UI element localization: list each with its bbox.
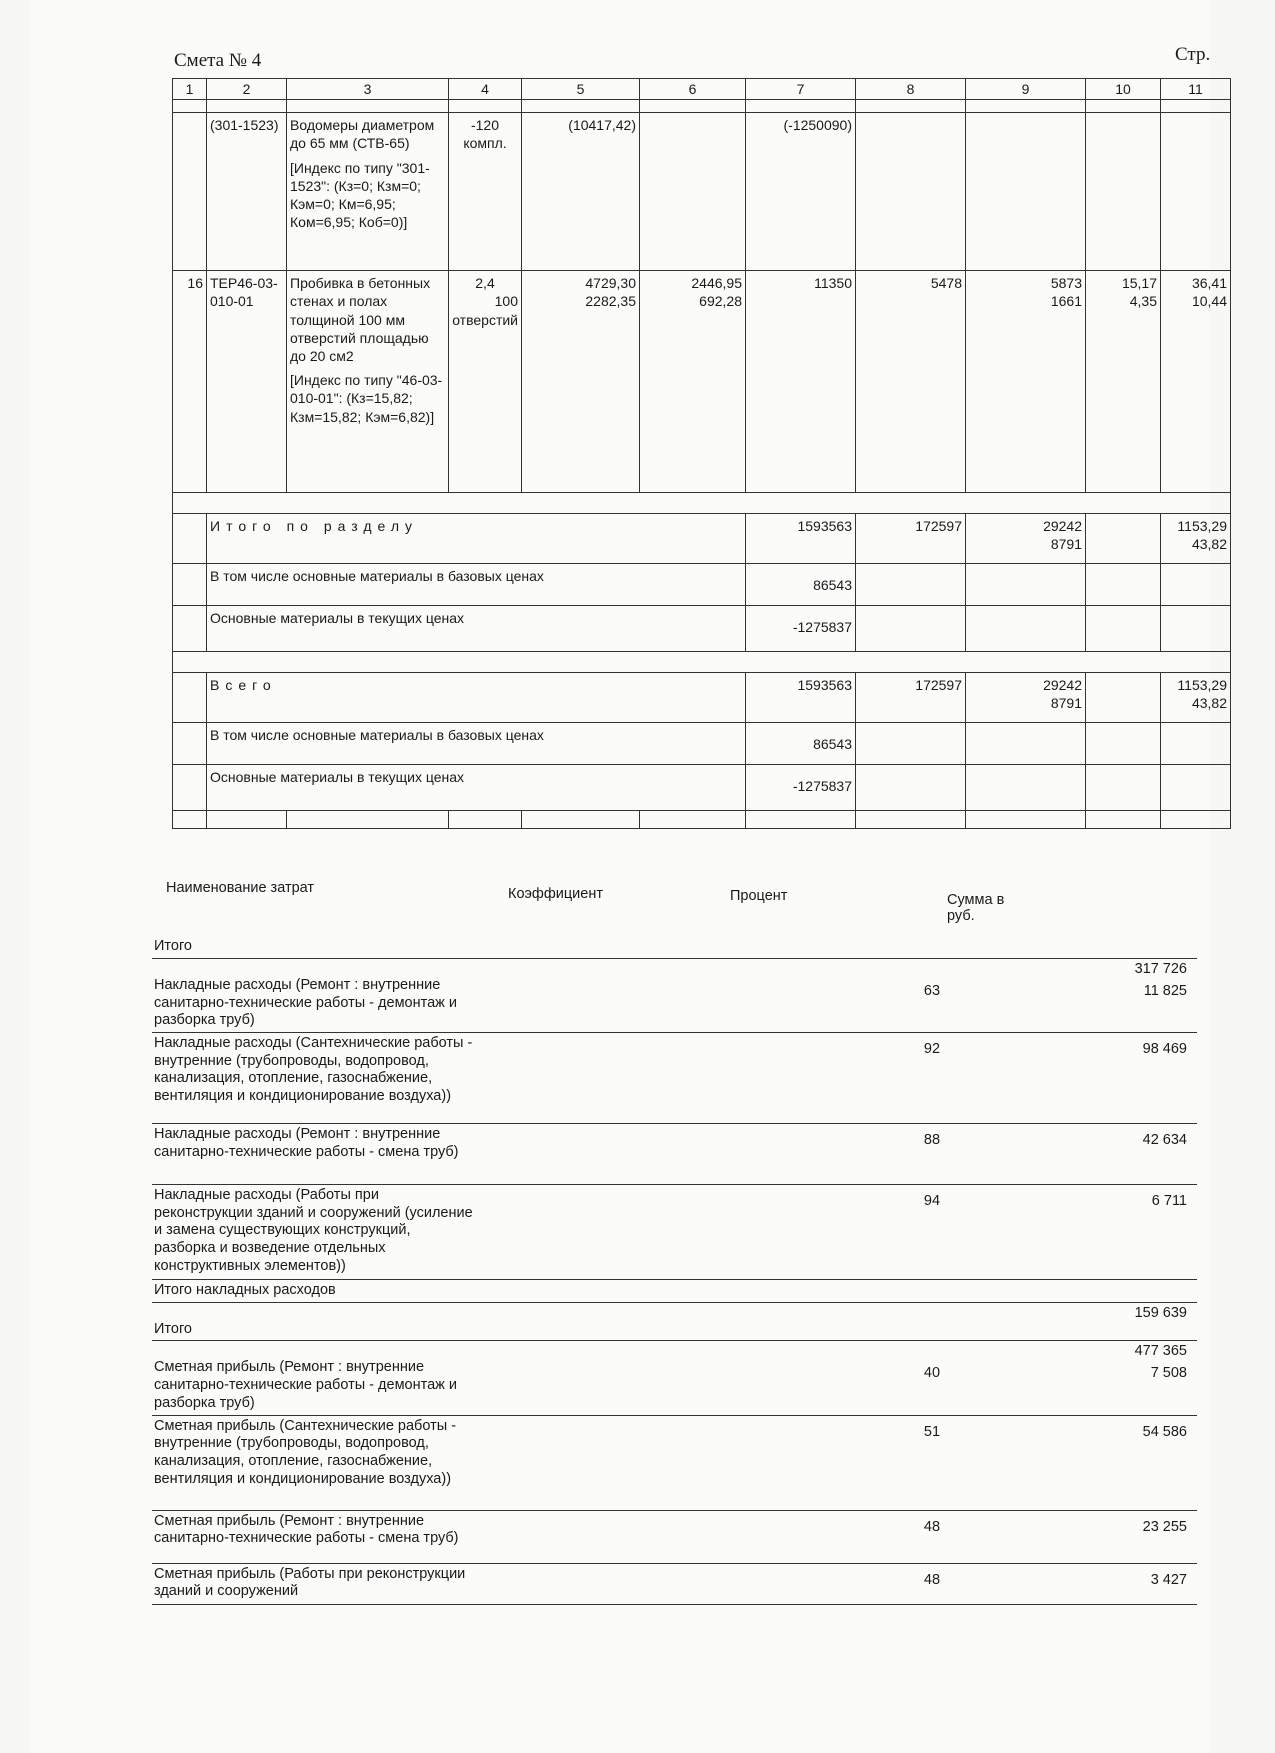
- section-total-c11: 1153,29: [1177, 518, 1227, 535]
- cost-row: [152, 1033, 1197, 1124]
- row-name-cell: [287, 113, 449, 271]
- cost-summary-header: [152, 880, 1197, 936]
- incl-base-label-2: В том числе основные материалы в базовых ценах: [207, 723, 746, 765]
- cost-row-name: Сметная прибыль (Сантехнические работы - внутренние (трубопроводы, водопровод, канализация, отопление, газоснабжение, вентиляция и кондиционирование воздуха)): [154, 1417, 457, 1487]
- row-c11-cell: [1161, 271, 1231, 493]
- row-c6: 2446,95: [691, 275, 742, 292]
- cost-row-name: Накладные расходы (Работы при реконструкции зданий и сооружений (усиление и замена существующих конструкций, разборка и возведение отдельных конструктивных элементов)): [154, 1187, 473, 1274]
- cost-row-name: Итого: [154, 1320, 192, 1337]
- section-total-c9: 29242: [1043, 518, 1082, 535]
- cost-coef-header: Коэффициент: [508, 886, 603, 902]
- grand-total-label: Всего: [207, 673, 746, 723]
- incl-base-label: В том числе основные материалы в базовых ценах: [207, 564, 746, 606]
- cost-row-running-total: 159 639: [1134, 1304, 1187, 1321]
- column-number-row: [173, 79, 1231, 100]
- row-name: Водомеры диаметром до 65 мм (СТВ-65): [290, 117, 435, 152]
- cost-row-percent: 63: [923, 983, 941, 999]
- current-prices-c7-2: -1275837: [746, 765, 856, 811]
- incl-base-c7: 86543: [746, 564, 856, 606]
- grand-total-row: [173, 673, 1231, 723]
- cost-row-running-total: 477 365: [1134, 1343, 1187, 1360]
- row-code: ТЕР46-03-010-01: [207, 271, 287, 493]
- cost-row-running-total: 317 726: [1134, 961, 1187, 977]
- cost-pct-header: Процент: [730, 888, 788, 904]
- row-c5-cell: [522, 271, 640, 493]
- grand-total-c7: 1593563: [746, 673, 856, 723]
- row-c7: (-1250090): [746, 113, 856, 271]
- cost-summary: [152, 880, 1197, 1605]
- row-name-cell: [287, 271, 449, 493]
- cost-row-percent: 48: [923, 1571, 941, 1588]
- col-header: 10: [1086, 79, 1161, 100]
- grand-total-c9b: 8791: [1050, 695, 1082, 712]
- cost-row: [152, 1124, 1197, 1185]
- row-c10b: 4,35: [1129, 293, 1157, 310]
- row-qty: -120: [470, 117, 500, 134]
- cost-row: [152, 1343, 1197, 1415]
- row-c8: [856, 113, 966, 271]
- row-index-note: [Индекс по типу "301-1523": (Кз=0; Кзм=0; Кэм=0; Км=6,95; Ком=6,95; Коб=0)]: [290, 159, 430, 231]
- section-total-c11b: 43,82: [1191, 536, 1227, 553]
- col-header: 3: [287, 79, 449, 100]
- row-c10: 15,17: [1121, 275, 1157, 292]
- cost-row-sum: 3 427: [1150, 1571, 1187, 1588]
- cost-row-name: Сметная прибыль (Работы при реконструкции зданий и сооружений: [154, 1565, 466, 1600]
- cost-row-sum: 54 586: [1142, 1423, 1187, 1440]
- row-c9-cell: [966, 271, 1086, 493]
- grand-total-c9: 29242: [1043, 677, 1082, 694]
- row-c7: 11350: [746, 271, 856, 493]
- cost-row-percent: 94: [923, 1193, 941, 1210]
- cost-rows: [152, 936, 1197, 1605]
- cost-row: [152, 1280, 1197, 1303]
- col-header: 9: [966, 79, 1086, 100]
- row-name: Пробивка в бетонных стенах и полах толщиной 100 мм отверстий площадью до 20 см2: [290, 275, 431, 364]
- page-label: Стр.: [1175, 44, 1211, 65]
- row-qty-cell: [449, 271, 522, 493]
- row-code: (301-1523): [207, 113, 287, 271]
- grand-total-c9-cell: [966, 673, 1086, 723]
- cost-sum-header: Сумма в руб.: [947, 892, 1005, 924]
- cost-row-name: Сметная прибыль (Ремонт : внутренние санитарно-технические работы - смена труб): [154, 1512, 459, 1547]
- section-total-c8: 172597: [856, 514, 966, 564]
- estimate-table: [172, 78, 1231, 829]
- row-c11: [1161, 113, 1231, 271]
- current-prices-label: Основные материалы в текущих ценах: [207, 606, 746, 652]
- col-header: 11: [1161, 79, 1231, 100]
- row-qty-cell: [449, 113, 522, 271]
- cost-row-name: Итого: [154, 938, 192, 954]
- cost-row: [152, 1304, 1197, 1342]
- grand-total-c11b: 43,82: [1191, 695, 1227, 712]
- section-total-c9b: 8791: [1050, 536, 1082, 553]
- row-number: [173, 113, 207, 271]
- cost-row-sum: 98 469: [1142, 1041, 1187, 1058]
- section-total-label: Итого по разделу: [207, 514, 746, 564]
- cost-row-name: Накладные расходы (Сантехнические работы - внутренние (трубопроводы, водопровод, канализация, отопление, газоснабжение, вентиляция и кондиционирование воздуха)): [154, 1035, 473, 1105]
- grand-total-c11-cell: [1161, 673, 1231, 723]
- row-c6: [640, 113, 746, 271]
- cost-row: [152, 1185, 1197, 1280]
- row-c5: (10417,42): [522, 113, 640, 271]
- grand-total-c8: 172597: [856, 673, 966, 723]
- incl-base-row-2: [173, 723, 1231, 765]
- cost-row: [152, 961, 1197, 1033]
- section-total-c7: 1593563: [746, 514, 856, 564]
- cost-row-percent: 88: [923, 1132, 941, 1149]
- cost-row-sum: 42 634: [1142, 1132, 1187, 1149]
- col-header: 2: [207, 79, 287, 100]
- cost-row: [152, 1416, 1197, 1511]
- table-row: [173, 113, 1231, 271]
- row-c8: 5478: [856, 271, 966, 493]
- row-c6-cell: [640, 271, 746, 493]
- section-total-row: [173, 514, 1231, 564]
- current-prices-row: [173, 606, 1231, 652]
- row-c5b: 2282,35: [585, 293, 636, 310]
- cost-row-percent: 48: [923, 1518, 941, 1535]
- cost-row-sum: 6 711: [1151, 1193, 1187, 1210]
- col-header: 5: [522, 79, 640, 100]
- table-row: [173, 271, 1231, 493]
- cost-row-sum: 23 255: [1142, 1518, 1187, 1535]
- row-c10-cell: [1086, 271, 1161, 493]
- row-unit: 100 отверстий: [452, 293, 518, 328]
- row-index-note: [Индекс по типу "46-03-010-01": (Кз=15,82; Кзм=15,82; Кэм=6,82)]: [290, 372, 443, 425]
- cost-row: [152, 936, 1197, 959]
- row-c6b: 692,28: [699, 293, 742, 310]
- row-unit: компл.: [463, 135, 507, 152]
- section-total-c11-cell: [1161, 514, 1231, 564]
- col-header: 4: [449, 79, 522, 100]
- cost-row: [152, 1511, 1197, 1564]
- cost-row-percent: 40: [923, 1365, 941, 1382]
- row-c9b: 1661: [1050, 293, 1082, 310]
- row-number: 16: [173, 271, 207, 493]
- row-c9: [966, 113, 1086, 271]
- cost-name-header: Наименование затрат: [166, 880, 315, 896]
- row-c11: 36,41: [1191, 275, 1227, 292]
- current-prices-label-2: Основные материалы в текущих ценах: [207, 765, 746, 811]
- cost-row-percent: 51: [923, 1423, 941, 1440]
- cost-row-name: Сметная прибыль (Ремонт : внутренние санитарно-технические работы - демонтаж и разборка труб): [154, 1359, 457, 1411]
- incl-base-row: [173, 564, 1231, 606]
- col-header: 8: [856, 79, 966, 100]
- cost-row-name: Накладные расходы (Ремонт : внутренние санитарно-технические работы - смена труб): [154, 1126, 459, 1160]
- col-header: 7: [746, 79, 856, 100]
- row-qty: 2,4: [475, 275, 495, 292]
- cost-row: [152, 1564, 1197, 1605]
- section-total-c9-cell: [966, 514, 1086, 564]
- cost-row-sum: 7 508: [1150, 1365, 1187, 1382]
- row-c9: 5873: [1050, 275, 1082, 292]
- row-c10: [1086, 113, 1161, 271]
- row-c11b: 10,44: [1191, 293, 1227, 310]
- cost-row-sum: 11 825: [1143, 983, 1187, 999]
- estimate-title: Смета № 4: [174, 50, 262, 71]
- col-header: 1: [173, 79, 207, 100]
- cost-row-percent: 92: [923, 1041, 941, 1058]
- grand-total-c11: 1153,29: [1177, 677, 1227, 694]
- cost-row-name: Итого накладных расходов: [154, 1282, 336, 1299]
- current-prices-c7: -1275837: [746, 606, 856, 652]
- incl-base-c7-2: 86543: [746, 723, 856, 765]
- row-c5: 4729,30: [585, 275, 636, 292]
- cost-row-name: Накладные расходы (Ремонт : внутренние санитарно-технические работы - демонтаж и разборка труб): [154, 977, 457, 1029]
- col-header: 6: [640, 79, 746, 100]
- current-prices-row-2: [173, 765, 1231, 811]
